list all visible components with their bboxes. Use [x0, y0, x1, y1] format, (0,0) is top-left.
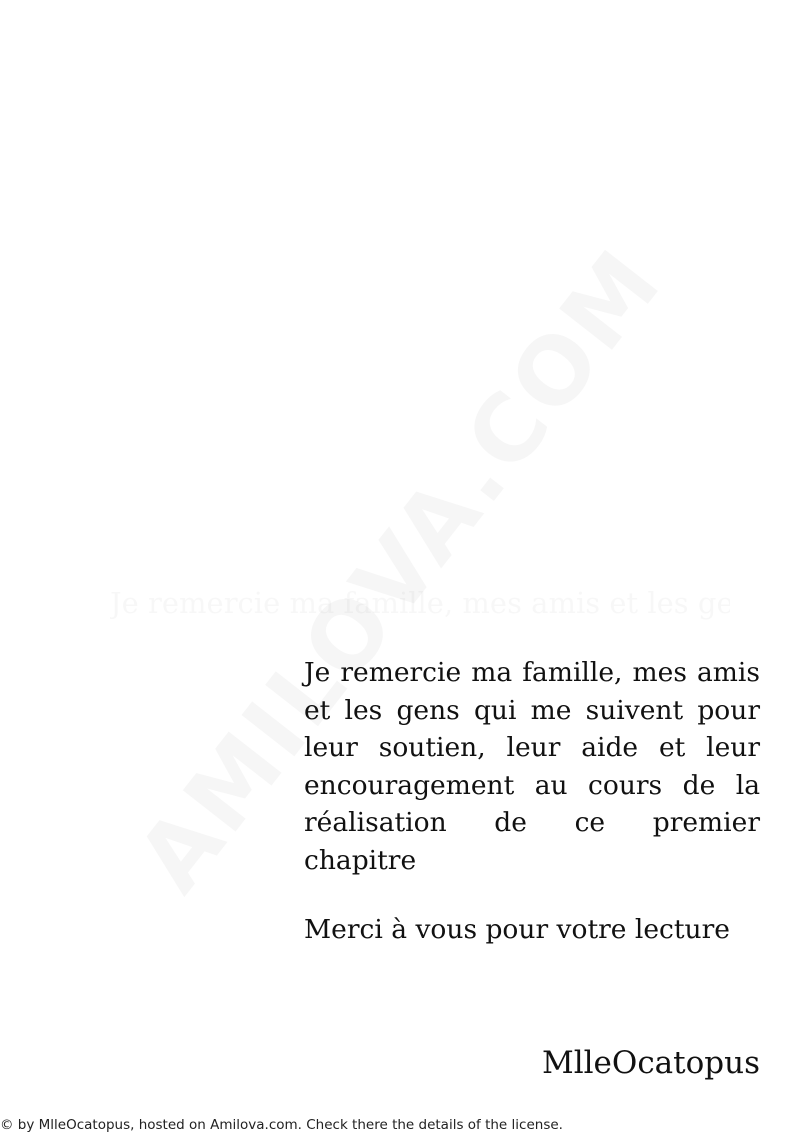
acknowledgement-paragraph: Je remercie ma famille, mes amis et les gens qui me suivent pour leur soutien, leur aide et leur encouragement au cours de la réalisation de ce premier chapitre — [304, 657, 760, 876]
author-signature: MlleOcatopus — [541, 1045, 760, 1081]
license-footer: © by MlleOcatopus, hosted on Amilova.com. Check there the details of the license. — [0, 1117, 563, 1133]
closing-line: Merci à vous pour votre lecture — [304, 914, 730, 945]
faded-show-through-text — [110, 586, 730, 620]
